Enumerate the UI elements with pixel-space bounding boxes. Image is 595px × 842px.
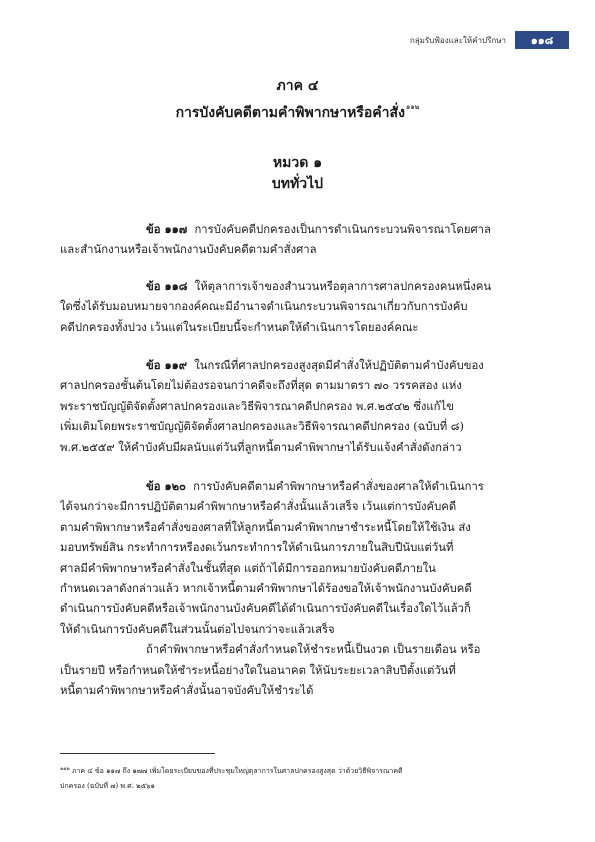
- footnote: [60, 762, 532, 794]
- header-section-label: กลุ่มรับฟ้องและให้คำปรึกษา: [409, 35, 506, 45]
- article-line: [60, 355, 525, 376]
- part-subtitle-text: การบังคับคดีตามคำพิพากษาหรือคำสั่ง: [175, 105, 405, 121]
- article-line: ให้ดำเนินการบังคับคดีในส่วนนั้นต่อไปจนกว่าจะแล้วเสร็จ: [60, 622, 335, 636]
- article-line: มอบทรัพย์สิน กระทำการหรืองดเว้นกระทำการให้ดำเนินการภายในสิบปีนับแต่วันที่: [60, 541, 454, 555]
- article-number: ข้อ ๑๑๘: [146, 279, 188, 293]
- article-number: ข้อ ๑๑๗: [146, 222, 188, 236]
- chapter-subtitle: บททั่วไป: [271, 176, 324, 192]
- article-text: ในกรณีที่ศาลปกครองสูงสุดมีคำสั่งให้ปฏิบัติตามคำบังคับของ: [194, 359, 484, 372]
- article-line: [60, 476, 525, 497]
- page-number-badge: ๑๑๘: [515, 31, 569, 49]
- article-120: [60, 476, 525, 701]
- article-line: หนี้ตามคำพิพากษาหรือคำสั่งนั้นอาจบังคับให้ชำระได้: [60, 684, 314, 698]
- article-line: [60, 276, 525, 297]
- article-line: คดีปกครองทั้งปวง เว้นแต่ในระเบียบนี้จะกำหนดให้ดำเนินการโดยองค์คณะ: [60, 320, 419, 334]
- article-line: ตามคำพิพากษาหรือคำสั่งของศาลที่ให้ลูกหนี้ตามคำพิพากษาชำระหนี้โดยให้ใช้เงิน ส่ง: [60, 520, 471, 534]
- article-line: [60, 219, 525, 240]
- article-line: ถ้าคำพิพากษาหรือคำสั่งกำหนดให้ชำระหนี้เป็นงวด เป็นรายเดือน หรือ: [146, 643, 481, 657]
- part-subtitle: [0, 97, 595, 123]
- article-line: เพิ่มเติมโดยพระราชบัญญัติจัดตั้งศาลปกครองและวิธีพิจารณาคดีปกครอง (ฉบับที่ ๘): [60, 420, 464, 434]
- article-line: พระราชบัญญัติจัดตั้งศาลปกครองและวิธีพิจารณาคดีปกครอง พ.ศ.๒๕๔๒ ซึ่งแก้ไข: [60, 399, 454, 413]
- article-line: ดำเนินการบังคับคดีหรือเจ้าพนักงานบังคับคดีได้ดำเนินการบังคับคดีในเรื่องใดไว้แล้วก็: [60, 602, 471, 616]
- article-number: ข้อ ๑๑๙: [146, 358, 188, 372]
- footnote-reference[interactable]: ๑๑๒: [405, 103, 420, 111]
- footnote-text: ภาค ๔ ข้อ ๑๑๗ ถึง ๑๗๗ เพิ่มโดยระเบียบของที่ประชุมใหญ่ตุลาการในศาลปกครองสูงสุด ว่าด้วยวิธีพิจารณาคดี: [71, 767, 403, 775]
- article-text: การบังคับคดีปกครองเป็นการดำเนินกระบวนพิจารณาโดยศาล: [194, 223, 491, 236]
- article-line: เป็นรายปี หรือกำหนดให้ชำระหนี้อย่างใดในอนาคต ให้นับระยะเวลาสิบปีตั้งแต่วันที่: [60, 663, 456, 677]
- article-text: การบังคับคดีตามคำพิพากษาหรือคำสั่งของศาลให้ดำเนินการ: [193, 480, 484, 493]
- article-line: และสำนักงานหรือเจ้าพนักงานบังคับคดีตามคำสั่งศาล: [60, 243, 317, 257]
- article-117: [60, 219, 525, 261]
- footnote-mark: ๑๑๒: [60, 766, 70, 772]
- footnote-line: [60, 762, 532, 779]
- footnote-divider: [60, 753, 215, 754]
- article-number: ข้อ ๑๒๐: [146, 479, 186, 493]
- footnote-line: ปกครอง (ฉบับที่ ๗) พ.ศ. ๒๕๖๑: [60, 782, 155, 790]
- article-line: กำหนดเวลาดังกล่าวแล้ว หากเจ้าหนี้ตามคำพิพากษาได้ร้องขอให้เจ้าพนักงานบังคับคดี: [60, 582, 472, 596]
- chapter-title: หมวด ๑: [272, 155, 323, 171]
- article-line: ศาลมีคำพิพากษาหรือคำสั่งในชั้นที่สุด แต่ถ้าได้มีการออกหมายบังคับคดีภายใน: [60, 561, 436, 575]
- page-header: [410, 31, 569, 49]
- article-line: ใดซึ่งได้รับมอบหมายจากองค์คณะมีอำนาจดำเนินกระบวนพิจารณาเกี่ยวกับการบังคับ: [60, 300, 468, 314]
- article-119: [60, 355, 525, 458]
- part-title: ภาค ๔: [276, 78, 319, 94]
- article-118: [60, 276, 525, 338]
- article-line: ได้จนกว่าจะมีการปฏิบัติตามคำพิพากษาหรือคำสั่งนั้นแล้วเสร็จ เว้นแต่การบังคับคดี: [60, 500, 457, 514]
- article-text: ให้ตุลาการเจ้าของสำนวนหรือตุลาการศาลปกครองคนหนึ่งคน: [194, 280, 492, 293]
- article-line: ศาลปกครองชั้นต้นโดยไม่ต้องรอจนกว่าคดีจะถึงที่สุด ตามมาตรา ๗๐ วรรคสอง แห่ง: [60, 379, 462, 393]
- article-line: พ.ศ.๒๕๕๙ ให้คำบังคับมีผลนับแต่วันที่ลูกหนี้ตามคำพิพากษาได้รับแจ้งคำสั่งดังกล่าว: [60, 440, 462, 454]
